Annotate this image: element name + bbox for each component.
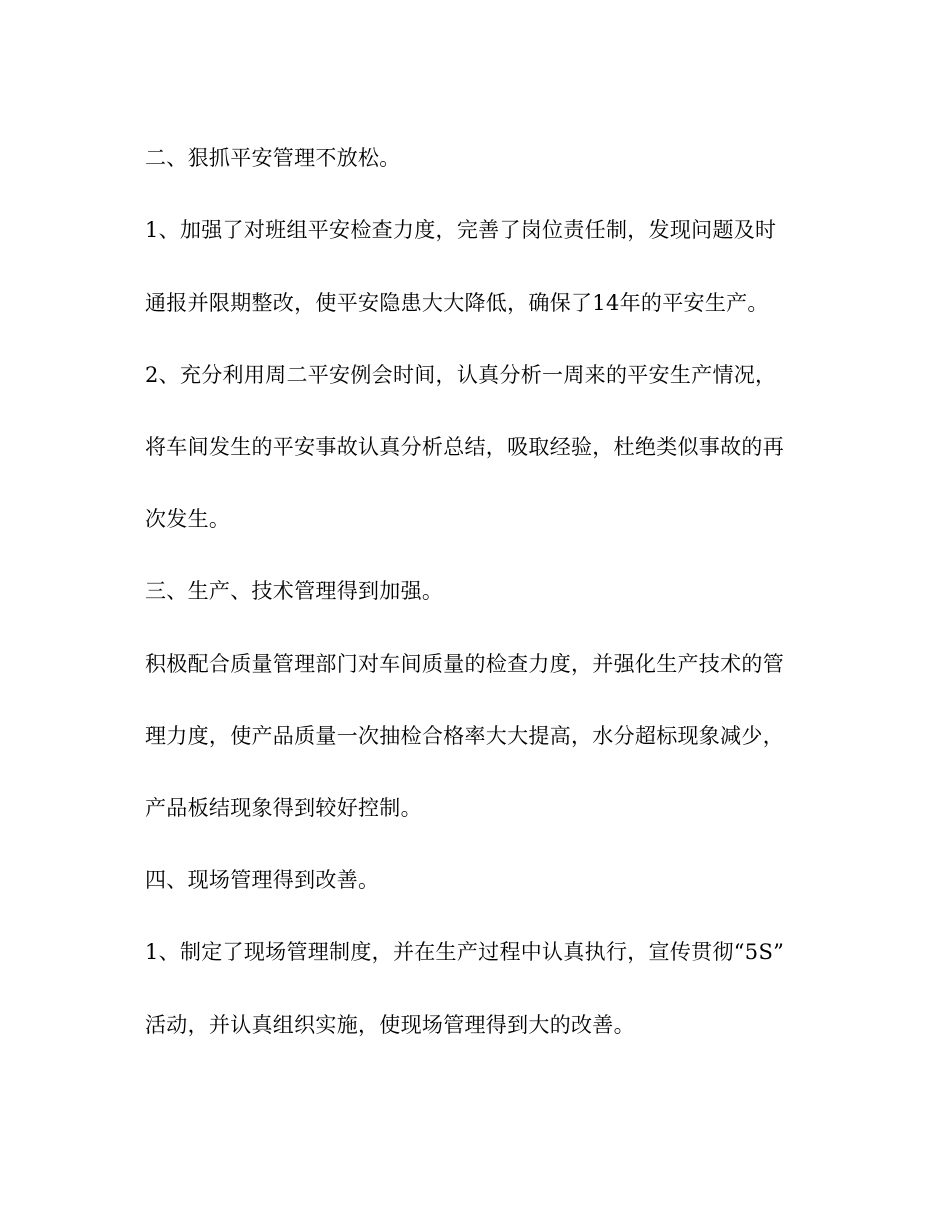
paragraph-line: 理力度，使产品质量一次抽检合格率大大提高，水分超标现象减少， xyxy=(145,724,784,748)
paragraph-line: 产品板结现象得到较好控制。 xyxy=(145,796,422,820)
paragraph-line: 1、加强了对班组平安检查力度，完善了岗位责任制，发现问题及时 xyxy=(145,218,777,242)
paragraph-line: 积极配合质量管理部门对车间质量的检查力度，并强化生产技术的管 xyxy=(145,652,784,676)
paragraph-line: 活动，并认真组织实施，使现场管理得到大的改善。 xyxy=(145,1013,635,1037)
section-heading-2: 二、狠抓平安管理不放松。 xyxy=(145,146,401,170)
section-heading-3: 三、生产、技术管理得到加强。 xyxy=(145,579,444,603)
paragraph-line: 将车间发生的平安事故认真分析总结，吸取经验，杜绝类似事故的再 xyxy=(145,435,784,459)
paragraph-line: 2、充分利用周二平安例会时间，认真分析一周来的平安生产情况， xyxy=(145,363,777,387)
paragraph-line: 1、制定了现场管理制度，并在生产过程中认真执行，宣传贯彻“5S” xyxy=(145,940,785,964)
section-heading-4: 四、现场管理得到改善。 xyxy=(145,868,380,892)
paragraph-line: 次发生。 xyxy=(145,507,231,531)
paragraph-line: 通报并限期整改，使平安隐患大大降低，确保了14年的平安生产。 xyxy=(145,291,769,315)
